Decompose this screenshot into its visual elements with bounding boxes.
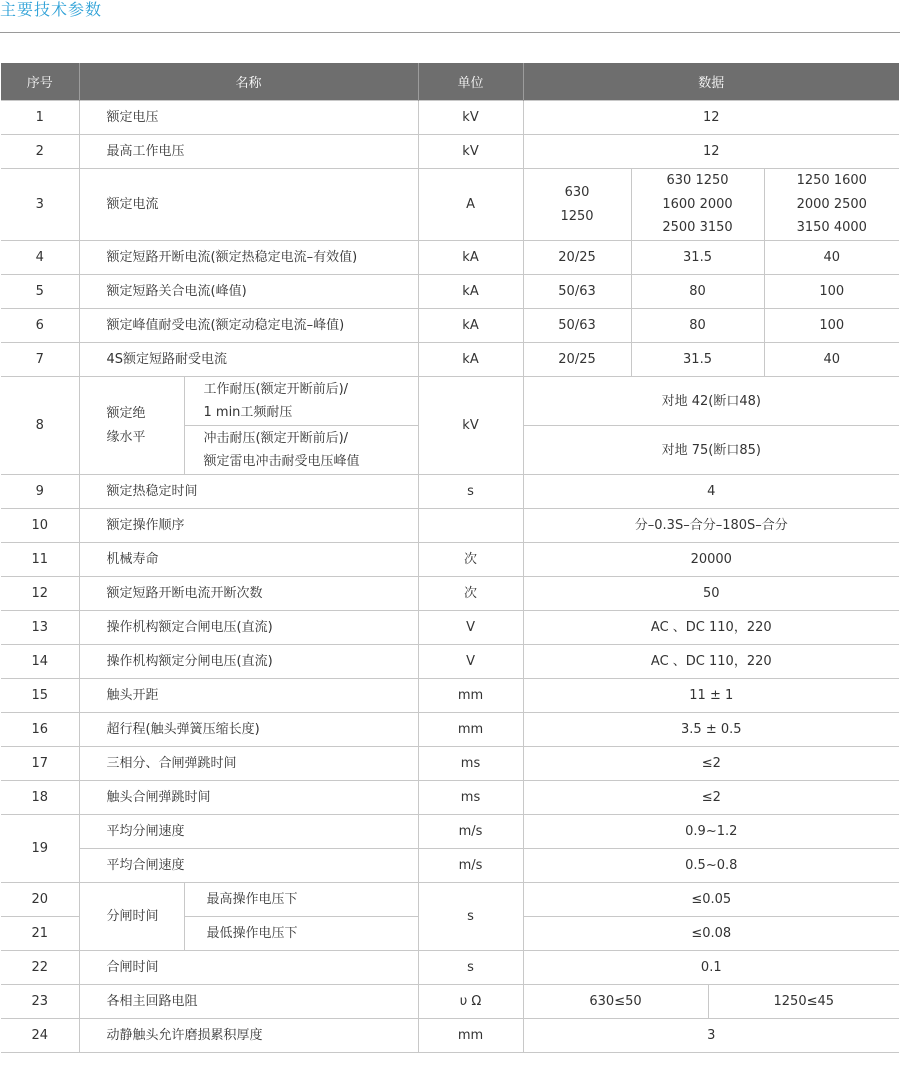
header-name: 名称 (79, 63, 418, 101)
row-no: 17 (1, 747, 79, 781)
row-unit: ms (418, 747, 523, 781)
row-unit: m/s (418, 815, 523, 849)
row-value: 20000 (523, 543, 899, 577)
row-name: 额定峰值耐受电流(额定动稳定电流–峰值) (79, 309, 418, 343)
table-row (1, 543, 899, 577)
header-no: 序号 (1, 63, 79, 101)
row-subname (184, 377, 418, 426)
row-value-2: 31.5 (631, 343, 764, 377)
row-no: 5 (1, 275, 79, 309)
row-name: 超行程(触头弹簧压缩长度) (79, 713, 418, 747)
row-value-3: 100 (764, 275, 899, 309)
row-name: 4S额定短路耐受电流 (79, 343, 418, 377)
spec-table (1, 63, 899, 1053)
header-data: 数据 (523, 63, 899, 101)
row-subname (184, 426, 418, 475)
table-row (1, 849, 899, 883)
subname-line: 额定雷电冲击耐受电压峰值 (203, 454, 360, 469)
table-row (1, 679, 899, 713)
row-value-1: 20/25 (523, 343, 631, 377)
row-value: 对地 75(断口85) (523, 426, 899, 475)
row-name: 操作机构额定分闸电压(直流) (79, 645, 418, 679)
row-value-2: 1250≤45 (708, 985, 899, 1019)
row-no: 12 (1, 577, 79, 611)
value-line: 630 (564, 185, 590, 200)
row-unit: kV (418, 135, 523, 169)
row-no: 24 (1, 1019, 79, 1053)
row-value-2 (631, 169, 764, 241)
row-unit: V (418, 645, 523, 679)
row-value-1: 20/25 (523, 241, 631, 275)
table-row (1, 747, 899, 781)
row-value: 3.5 ± 0.5 (523, 713, 899, 747)
row-value-2: 31.5 (631, 241, 764, 275)
table-row (1, 343, 899, 377)
row-no: 4 (1, 241, 79, 275)
table-row (1, 475, 899, 509)
value-line: 3150 4000 (796, 220, 867, 236)
row-name: 合闸时间 (79, 951, 418, 985)
table-row (1, 713, 899, 747)
row-no: 15 (1, 679, 79, 713)
row-no: 1 (1, 101, 79, 135)
row-unit: A (418, 169, 523, 241)
row-name: 额定短路开断电流开断次数 (79, 577, 418, 611)
row-value: 3 (523, 1019, 899, 1053)
row-value-1 (523, 169, 631, 241)
row-no: 14 (1, 645, 79, 679)
row-value-3: 40 (764, 343, 899, 377)
row-value-3: 100 (764, 309, 899, 343)
value-line: 630 1250 (666, 173, 729, 189)
row-no: 11 (1, 543, 79, 577)
subname-line: 工作耐压(额定开断前后)/ (203, 382, 349, 397)
row-value: ≤2 (523, 781, 899, 815)
group-line: 缘水平 (106, 429, 146, 445)
row-value: 12 (523, 135, 899, 169)
row-name: 动静触头允许磨损累积厚度 (79, 1019, 418, 1053)
row-no: 21 (1, 917, 79, 951)
row-name: 额定操作顺序 (79, 509, 418, 543)
row-name: 额定电压 (79, 101, 418, 135)
row-value: 12 (523, 101, 899, 135)
group-line: 额定绝 (106, 405, 146, 421)
row-group-label: 分闸时间 (79, 883, 184, 951)
row-unit (418, 509, 523, 543)
row-unit: 次 (418, 577, 523, 611)
table-row (1, 815, 899, 849)
header-unit: 单位 (418, 63, 523, 101)
row-no: 8 (1, 377, 79, 475)
table-row (1, 509, 899, 543)
row-value: 50 (523, 577, 899, 611)
value-line: 1250 1600 (796, 173, 867, 189)
row-no: 7 (1, 343, 79, 377)
table-row (1, 169, 899, 241)
row-no: 23 (1, 985, 79, 1019)
row-name: 各相主回路电阻 (79, 985, 418, 1019)
row-value: ≤2 (523, 747, 899, 781)
table-row (1, 645, 899, 679)
row-value: 分–0.3S–合分–180S–合分 (523, 509, 899, 543)
row-no: 13 (1, 611, 79, 645)
row-value-2: 80 (631, 275, 764, 309)
table-row (1, 377, 899, 426)
subname-line: 1 min工频耐压 (203, 405, 293, 420)
table-row (1, 577, 899, 611)
value-line: 1600 2000 (662, 196, 733, 212)
row-unit: m/s (418, 849, 523, 883)
row-unit: kA (418, 309, 523, 343)
row-name: 操作机构额定合闸电压(直流) (79, 611, 418, 645)
value-line: 2500 3150 (662, 220, 733, 236)
row-value: 0.9~1.2 (523, 815, 899, 849)
row-value: ≤0.05 (523, 883, 899, 917)
row-subname: 最高操作电压下 (184, 883, 418, 917)
table-row (1, 781, 899, 815)
row-value: AC 、DC 110，220 (523, 645, 899, 679)
row-no: 10 (1, 509, 79, 543)
row-unit: mm (418, 713, 523, 747)
row-unit: kV (418, 377, 523, 475)
row-value-1: 50/63 (523, 309, 631, 343)
row-no: 16 (1, 713, 79, 747)
row-value-3 (764, 169, 899, 241)
row-name: 触头开距 (79, 679, 418, 713)
row-no: 3 (1, 169, 79, 241)
row-value: 0.5~0.8 (523, 849, 899, 883)
table-row (1, 241, 899, 275)
row-unit: s (418, 951, 523, 985)
row-unit: kA (418, 275, 523, 309)
table-header-row (1, 63, 899, 101)
table-row (1, 883, 899, 917)
row-value-1: 50/63 (523, 275, 631, 309)
row-group-label (79, 377, 184, 475)
row-name: 额定电流 (79, 169, 418, 241)
row-value-1: 630≤50 (523, 985, 708, 1019)
row-value: 4 (523, 475, 899, 509)
row-value: AC 、DC 110，220 (523, 611, 899, 645)
row-value-2: 80 (631, 309, 764, 343)
table-row (1, 309, 899, 343)
row-unit: mm (418, 1019, 523, 1053)
row-unit: kV (418, 101, 523, 135)
row-no: 6 (1, 309, 79, 343)
row-name: 平均合闸速度 (79, 849, 418, 883)
row-name: 最高工作电压 (79, 135, 418, 169)
row-name: 平均分闸速度 (79, 815, 418, 849)
row-name: 额定短路开断电流(额定热稳定电流–有效值) (79, 241, 418, 275)
table-row (1, 951, 899, 985)
row-no: 2 (1, 135, 79, 169)
row-value: 0.1 (523, 951, 899, 985)
table-row (1, 985, 899, 1019)
title-divider (0, 32, 900, 33)
page-title: 主要技术参数 (0, 0, 103, 19)
row-unit: s (418, 883, 523, 951)
table-row (1, 611, 899, 645)
row-no: 19 (1, 815, 79, 883)
row-name: 机械寿命 (79, 543, 418, 577)
row-value: 对地 42(断口48) (523, 377, 899, 426)
row-unit: υ Ω (418, 985, 523, 1019)
row-no: 18 (1, 781, 79, 815)
row-no: 22 (1, 951, 79, 985)
table-row (1, 135, 899, 169)
value-line: 1250 (560, 208, 594, 224)
row-no: 9 (1, 475, 79, 509)
row-unit: kA (418, 343, 523, 377)
subname-line: 冲击耐压(额定开断前后)/ (203, 431, 349, 446)
value-line: 2000 2500 (796, 196, 867, 212)
row-name: 额定热稳定时间 (79, 475, 418, 509)
table-row (1, 101, 899, 135)
row-unit: ms (418, 781, 523, 815)
row-unit: V (418, 611, 523, 645)
row-name: 三相分、合闸弹跳时间 (79, 747, 418, 781)
row-value-3: 40 (764, 241, 899, 275)
row-value: 11 ± 1 (523, 679, 899, 713)
row-name: 额定短路关合电流(峰值) (79, 275, 418, 309)
table-row (1, 275, 899, 309)
row-subname: 最低操作电压下 (184, 917, 418, 951)
row-no: 20 (1, 883, 79, 917)
row-unit: kA (418, 241, 523, 275)
row-unit: s (418, 475, 523, 509)
row-unit: mm (418, 679, 523, 713)
row-unit: 次 (418, 543, 523, 577)
row-value: ≤0.08 (523, 917, 899, 951)
row-name: 触头合闸弹跳时间 (79, 781, 418, 815)
table-row (1, 1019, 899, 1053)
